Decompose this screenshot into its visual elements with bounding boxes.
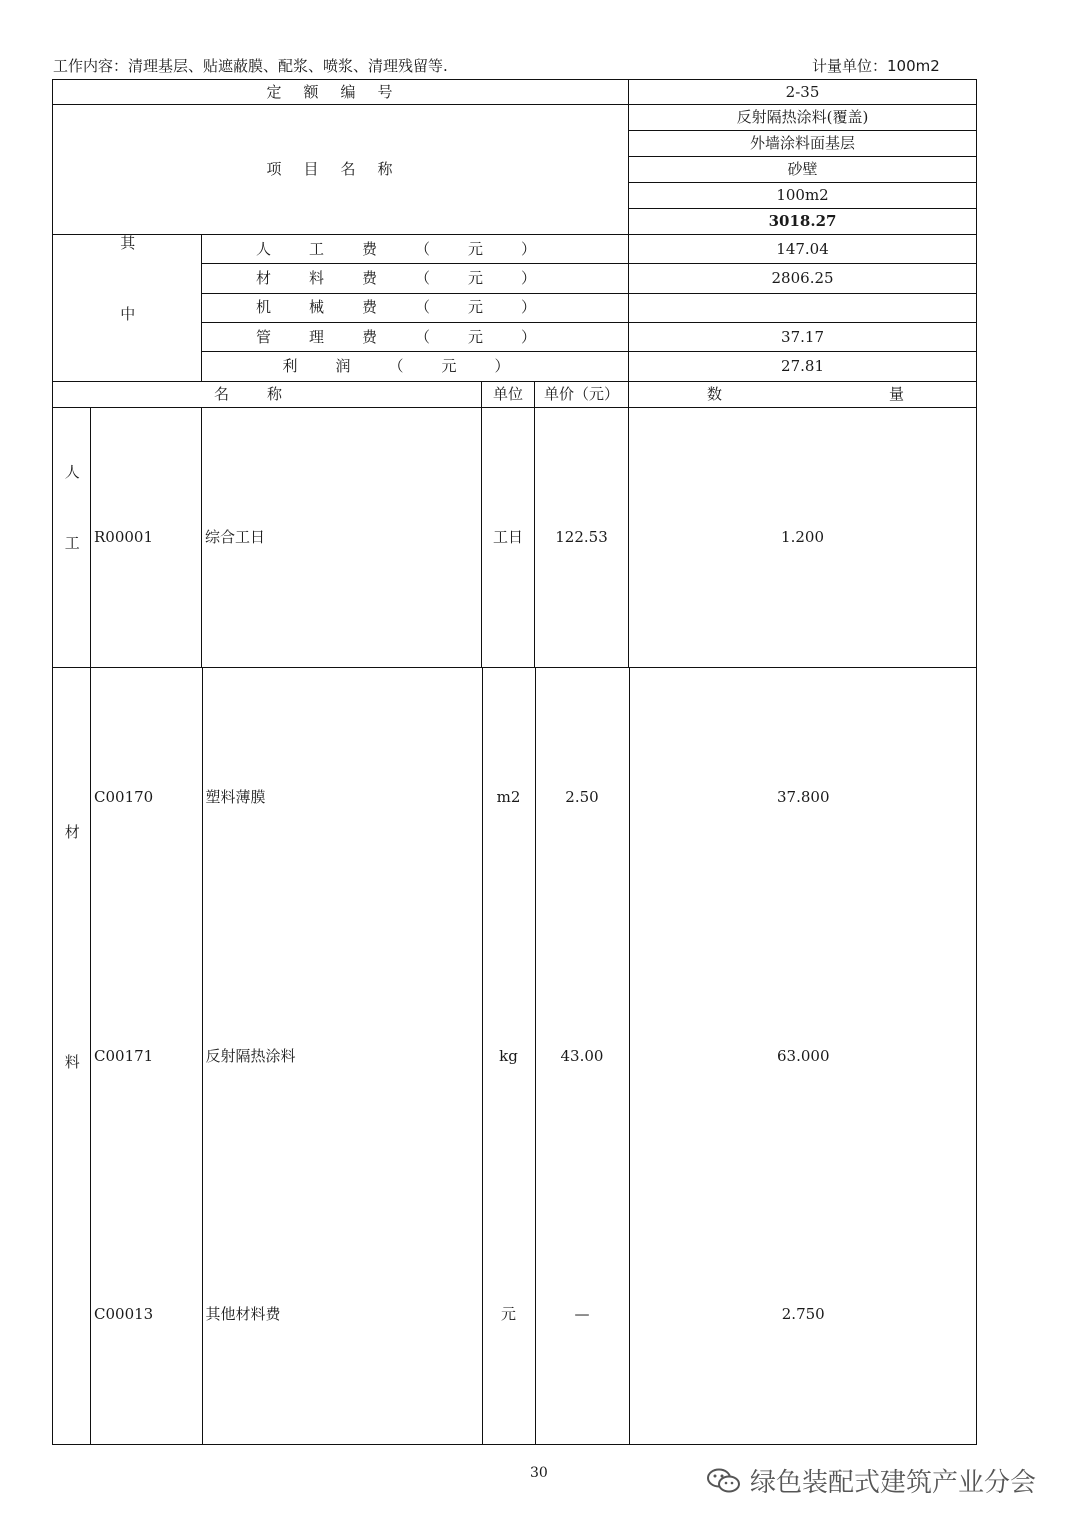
item-name-line: 100m2 [629,183,977,209]
cost-label-profit: 利润（元） [202,352,629,381]
measure-unit-label: 计量单位： [812,57,888,75]
resource-unit: kg [482,927,535,1186]
cost-label-material: 材料费（元） [202,264,629,293]
column-header-unit: 单位 [482,381,535,407]
work-content: 工作内容：清理基层、贴遮蔽膜、配浆、喷浆、清理残留等. [53,57,448,75]
cost-label-management: 管理费（元） [202,322,629,351]
resource-name: 其他材料费 [202,1186,482,1444]
column-header-name: 名称 [53,381,482,407]
material-rows [91,667,977,1444]
material-group-label: 材料 [53,667,91,1444]
cost-label-labor: 人工费（元） [202,235,629,264]
quota-number-label: 定额编号 [53,80,629,105]
resource-price: — [535,1186,629,1444]
resource-quantity: 63.000 [777,1046,830,1065]
resource-unit: 元 [482,1186,535,1444]
cost-value-profit: 27.81 [629,352,977,381]
wechat-icon [706,1467,742,1495]
column-header-unit-price: 单价（元） [535,381,629,407]
resource-unit: m2 [482,668,535,927]
resource-name: 反射隔热涂料 [202,927,482,1186]
among-label: 其中 [53,235,202,382]
item-name-line: 反射隔热涂料(覆盖) [629,105,977,131]
resource-name: 综合工日 [202,407,482,667]
cost-label-machinery: 机械费（元） [202,293,629,322]
resource-code: R00001 [91,407,202,667]
resource-price: 43.00 [535,927,629,1186]
labor-group-label: 人工 [53,407,91,667]
resource-code: C00171 [91,927,202,1186]
cost-value-material: 2806.25 [629,264,977,293]
cost-value-management: 37.17 [629,322,977,351]
quota-number: 2-35 [629,80,977,105]
measure-unit-value: 100m2 [887,57,940,75]
quota-table [52,79,977,1445]
quantity-header-left: 数 [707,384,723,403]
measure-unit [812,55,940,76]
item-name-line: 外墙涂料面基层 [629,131,977,157]
resource-price: 122.53 [535,407,629,667]
resource-code: C00170 [91,668,202,927]
resource-name: 塑料薄膜 [202,668,482,927]
resource-code: C00013 [91,1186,202,1444]
resource-price: 2.50 [535,668,629,927]
resource-unit: 工日 [482,407,535,667]
resource-quantity: 2.750 [781,1305,825,1324]
base-price: 3018.27 [629,209,977,235]
item-name-line: 砂壁 [629,157,977,183]
resource-quantity: 1.200 [629,407,977,667]
page-number: 30 [530,1465,548,1481]
quantity-header-right: 量 [889,384,905,403]
cost-value-labor: 147.04 [629,235,977,264]
resource-quantity: 37.800 [777,787,830,806]
watermark-text: 绿色装配式建筑产业分会 [750,1468,1037,1498]
column-header-quantity [629,381,977,407]
cost-value-machinery [629,293,977,322]
watermark [706,1462,1036,1499]
item-name-label: 项目名称 [53,105,629,235]
